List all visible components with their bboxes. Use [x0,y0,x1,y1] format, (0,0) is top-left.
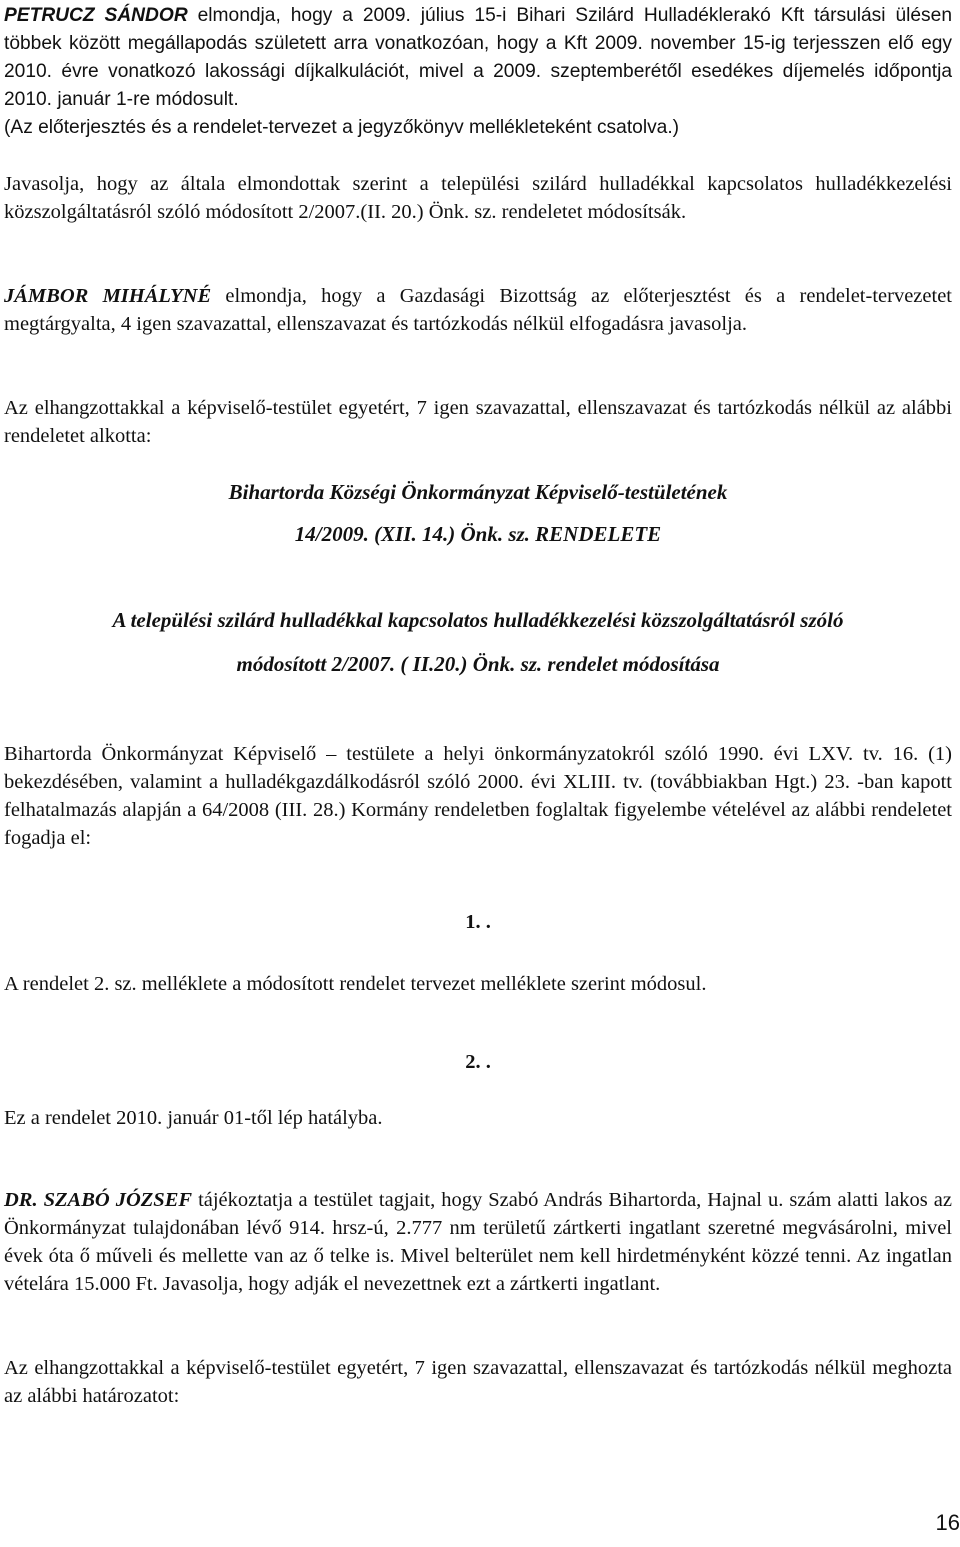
paragraph-jambor [4,282,952,338]
section-1-text: A rendelet 2. sz. melléklete a módosított rendelet tervezet melléklete szerint módosul. [4,973,707,995]
speaker-name: PETRUCZ SÁNDOR [4,5,188,26]
paragraph-petrucz [4,2,952,114]
paragraph-szabo [4,1186,952,1298]
paragraph-proposal: Javasolja, hogy az általa elmondottak szerint a települési szilárd hulladékkal kapcsolatos hulladékkezelési közszolgáltatásról szóló módosított 2/2007.(II. 20.) Önk. sz. rendeletet módosítsák. [4,173,952,223]
paragraph-vote-2: Az elhangzottakkal a képviselő-testület egyetért, 7 igen szavazattal, ellenszavazat és tartózkodás nélkül meghozta az alábbi határozatot: [4,1357,952,1407]
section-2-text: Ez a rendelet 2010. január 01-től lép hatályba. [4,1107,383,1129]
decree-preamble: Bihartorda Önkormányzat Képviselő – testülete a helyi önkormányzatokról szóló 1990. évi LXV. tv. 16. (1) bekezdésében, valamint a hulladékgazdálkodásról szóló 2000. évi XLIII. tv. (továbbiakban Hgt.) 23. -ban kapott felhatalmazás alapján a 64/2008 (III. 28.) Kormány rendeletben foglaltak figyelembe vételével az alábbi rendeletet fogadja el: [4,743,952,849]
decree-issuer-heading: Bihartorda Községi Önkormányzat Képviselő-testületének [228,480,728,504]
paragraph-text: elmondja, hogy a Gazdasági Bizottság az előterjesztést és a rendelet-tervezetet megtárgyalta, 4 igen szavazattal, ellenszavazat és tartózkodás nélkül elfogadásra javasolja. [4,285,952,335]
decree-number-heading: 14/2009. (XII. 14.) Önk. sz. RENDELETE [294,522,662,546]
page-number: 16 [935,1510,960,1535]
decree-title-line1: A települési szilárd hulladékkal kapcsolatos hulladékkezelési közszolgáltatásról szóló [112,608,844,632]
paragraph-vote: Az elhangzottakkal a képviselő-testület egyetért, 7 igen szavazattal, ellenszavazat és tartózkodás nélkül az alábbi rendeletet alkotta: [4,397,952,447]
section-2-number: 2. . [465,1051,491,1073]
paragraph-text: tájékoztatja a testület tagjait, hogy Szabó András Bihartorda, Hajnal u. szám alatti lakos az Önkormányzat tulajdonában lévő 914. hrsz-ú, 2.777 nm területű zártkerti ingatlant szeretné megvásárolni, mivel évek óta ő műveli és mellette van az ő telke is. Mivel belterület nem kell hirdetményként közzé tenni. Az ingatlan vételára 15.000 Ft. Javasolja, hogy adják el nevezettnek ezt a zártkerti ingatlant. [4,1189,952,1295]
attachment-note: (Az előterjesztés és a rendelet-tervezet a jegyzőkönyv mellékleteként csatolva.) [4,117,680,138]
paragraph-text: elmondja, hogy a 2009. július 15-i Bihari Szilárd Hulladéklerakó Kft társulási ülésen többek között megállapodás született arra vonatkozóan, hogy a Kft 2009. november 15-ig terjesszen elő egy 2010. évre vonatkozó lakossági díjkalkulációt, mivel a 2009. szeptemberétől esedékes díjemelés időpontja 2010. január 1-re módosult. [4,5,952,110]
speaker-name: DR. SZABÓ JÓZSEF [4,1189,193,1211]
speaker-name: JÁMBOR MIHÁLYNÉ [4,285,212,307]
section-1-number: 1. . [465,911,491,933]
decree-title-line2: módosított 2/2007. ( II.20.) Önk. sz. rendelet módosítása [236,652,720,676]
